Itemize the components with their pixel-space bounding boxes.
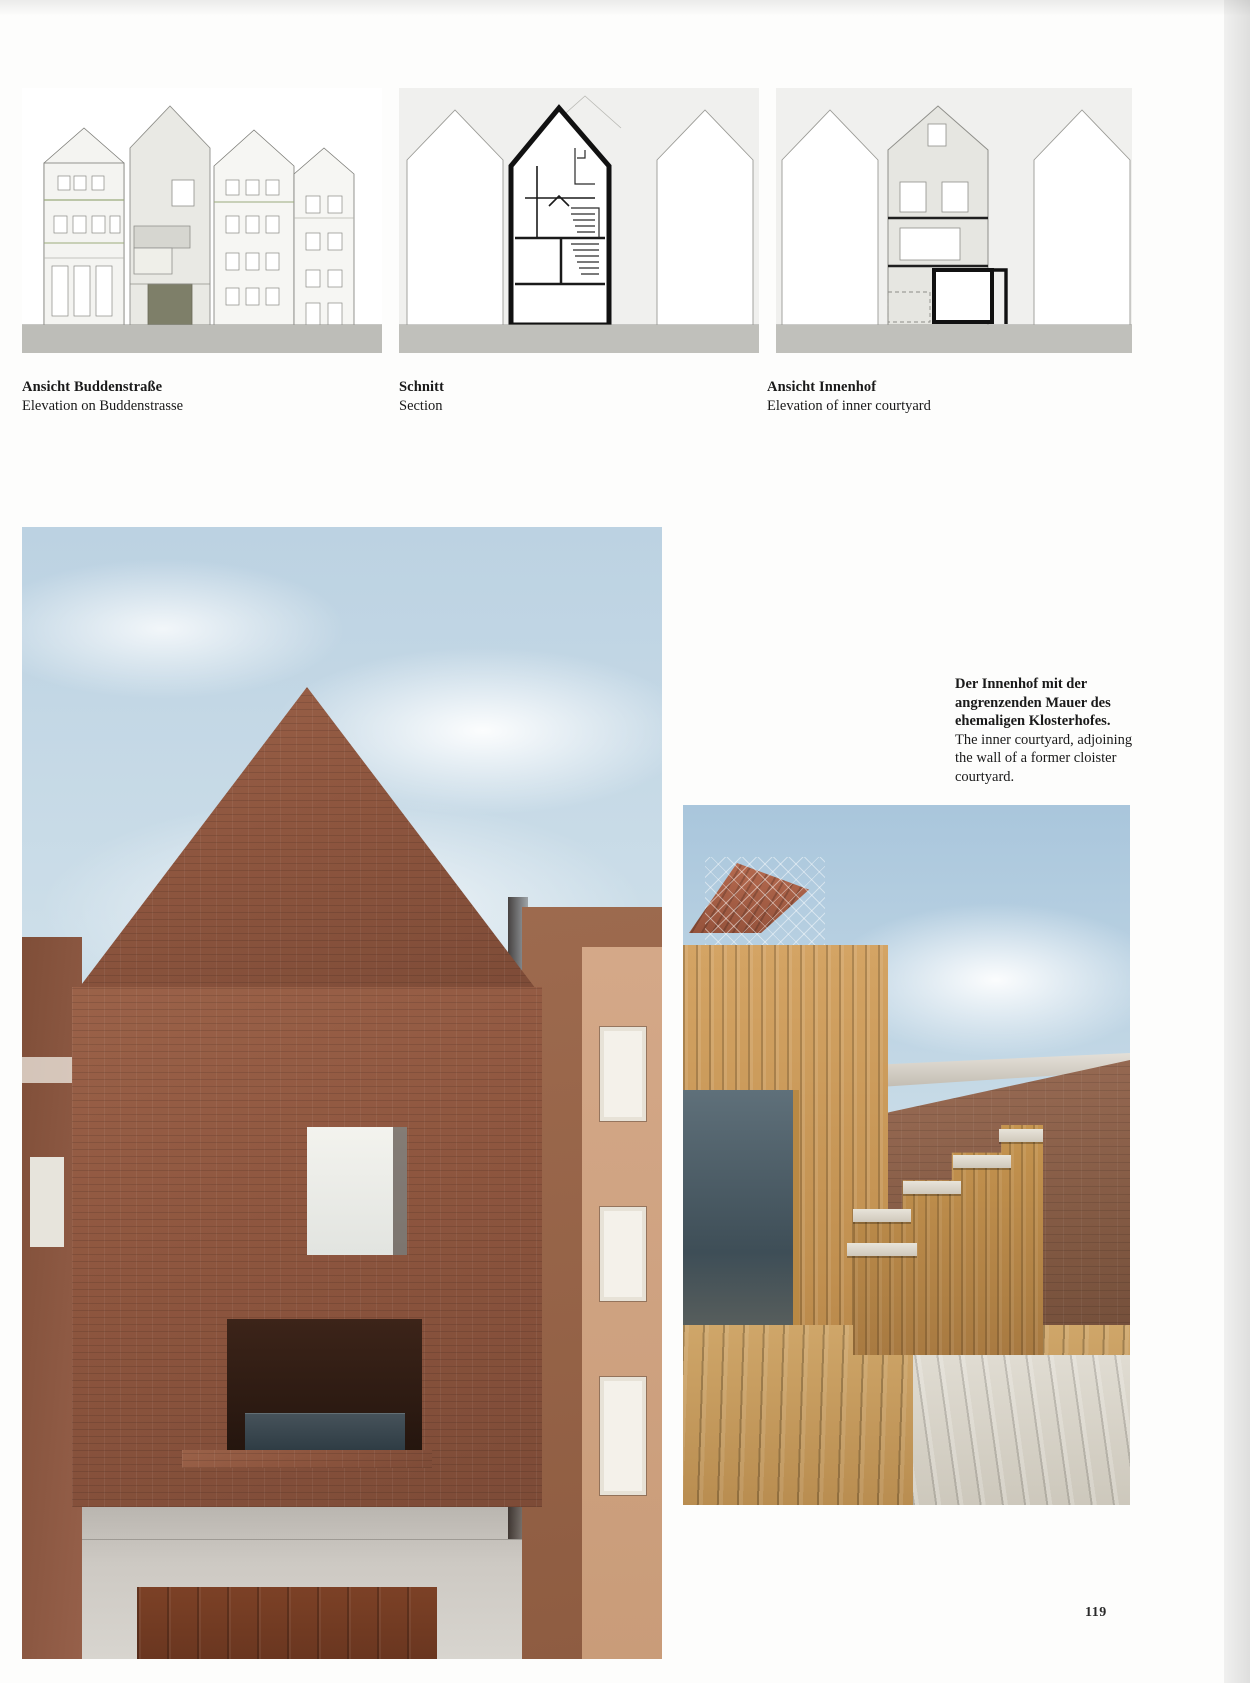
- stair-tread: [853, 1209, 911, 1222]
- stair-tread: [953, 1155, 1011, 1168]
- page-number: 119: [1085, 1605, 1107, 1620]
- drawing-elevation-buddenstrasse: [22, 88, 382, 353]
- timber-deck-sunlit: [913, 1355, 1130, 1505]
- caption-elevation-buddenstrasse: [22, 378, 183, 416]
- caption-en: Elevation on Buddenstrasse: [22, 398, 184, 414]
- caption-de: Ansicht Buddenstraße: [22, 379, 163, 395]
- street-facade-photo: [22, 527, 662, 1659]
- stair-tread: [903, 1181, 961, 1194]
- recessed-loggia: [227, 1319, 422, 1454]
- loggia-sill: [182, 1450, 432, 1468]
- neighbour-right-window: [600, 1027, 646, 1121]
- courtyard-photo-caption: [955, 675, 1135, 786]
- timber-stair-treads: [853, 1125, 1043, 1355]
- loggia-glazing: [245, 1413, 405, 1454]
- neighbour-left-window: [30, 1157, 64, 1247]
- courtyard-elevation-svg: [776, 88, 1132, 353]
- caption-elevation-courtyard: [767, 378, 931, 416]
- ground-band: [22, 325, 382, 353]
- neighbour-right-window: [600, 1207, 646, 1301]
- drawing-captions: [22, 378, 1132, 428]
- caption-en: Section: [399, 398, 443, 414]
- ground-band-section: [399, 325, 759, 353]
- neighbour-building-right: [522, 907, 662, 1659]
- elevation-svg: [22, 88, 382, 353]
- caption-section: [399, 378, 444, 416]
- drawing-section: [399, 88, 759, 353]
- caption-de: Der Innenhof mit der angrenzenden Mauer des ehemaligen Klosterhofes.: [955, 676, 1111, 729]
- ground-band-courtyard: [776, 325, 1132, 353]
- drawing-elevation-courtyard: [776, 88, 1132, 353]
- copper-gate: [137, 1587, 437, 1659]
- stair-tread: [999, 1129, 1043, 1142]
- courtyard-photo: [683, 805, 1130, 1505]
- upper-window: [307, 1127, 407, 1255]
- caption-de: Schnitt: [399, 379, 445, 395]
- new-building-gable: [72, 687, 542, 1507]
- page-top-edge: [0, 0, 1250, 16]
- brick-gable-roof: [72, 687, 542, 997]
- caption-en: The inner courtyard, adjoining the wall of a former cloister courtyard.: [955, 731, 1133, 785]
- drawings-row: [22, 88, 1132, 353]
- page-binding-shadow: [1224, 0, 1250, 1683]
- section-svg: [399, 88, 759, 353]
- caption-en: Elevation of inner courtyard: [767, 398, 931, 414]
- caption-de: Ansicht Innenhof: [767, 379, 877, 395]
- stair-tread: [847, 1243, 917, 1256]
- neighbour-right-window: [600, 1377, 646, 1495]
